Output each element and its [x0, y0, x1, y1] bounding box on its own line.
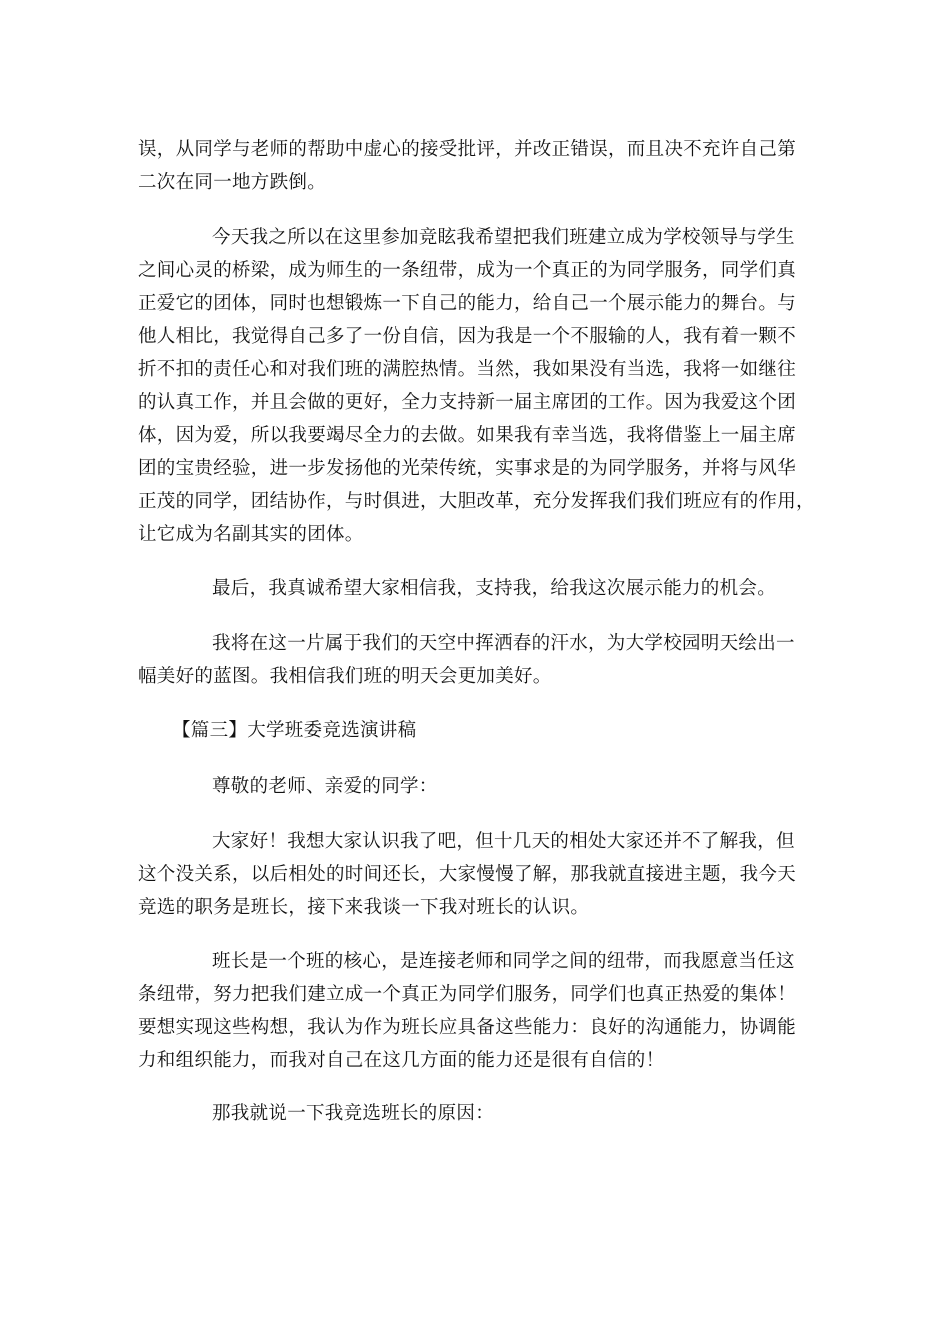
text-line: 体，因为爱，所以我要竭尽全力的去做。如果我有幸当选，我将借鉴上一届主席: [138, 425, 797, 446]
text-line: 他人相比，我觉得自己多了一份自信，因为我是一个不服输的人，我有着一颗不: [138, 326, 797, 347]
text-line: 正爱它的团体，同时也想锻炼一下自己的能力，给自己一个展示能力的舞台。与: [138, 293, 797, 314]
text-line: 尊敬的老师、亲爱的同学：: [212, 776, 438, 797]
paragraph-closing-vision: [138, 627, 820, 693]
paragraph-salutation: [138, 770, 820, 803]
text-line: 今天我之所以在这里参加竞眩我希望把我们班建立成为学校领导与学生: [212, 227, 795, 248]
text-line: 竞选的职务是班长，接下来我谈一下我对班长的认识。: [138, 897, 590, 918]
text-line: 之间心灵的桥梁，成为师生的一条纽带，成为一个真正的为同学服务，同学们真: [138, 260, 797, 281]
text-line: 正茂的同学，团结协作，与时俱进，大胆改革，充分发挥我们我们班应有的作用，: [138, 491, 815, 512]
text-line: 这个没关系，以后相处的时间还长，大家慢慢了解，那我就直接进主题，我今天: [138, 864, 797, 885]
text-line: 最后，我真诚希望大家相信我，支持我，给我这次展示能力的机会。: [212, 578, 777, 599]
paragraph-continuation: [138, 133, 820, 199]
text-line: 折不扣的责任心和对我们班的满腔热情。当然，我如果没有当选，我将一如继往: [138, 359, 797, 380]
text-line: 幅美好的蓝图。我相信我们班的明天会更加美好。: [138, 666, 552, 687]
text-line: 班长是一个班的核心，是连接老师和同学之间的纽带，而我愿意当任这: [212, 951, 795, 972]
text-line: 让它成为名副其实的团体。: [138, 524, 364, 545]
text-line: 大家好！我想大家认识我了吧，但十几天的相处大家还并不了解我，但: [212, 831, 795, 852]
text-line: 我将在这一片属于我们的天空中挥洒春的汗水，为大学校园明天绘出一: [212, 633, 795, 654]
section-title: 【篇三】大学班委竞选演讲稿: [172, 720, 417, 741]
text-line: 力和组织能力，而我对自己在这几方面的能力还是很有自信的！: [138, 1050, 665, 1071]
paragraph-greeting: [138, 825, 820, 924]
text-line: 误，从同学与老师的帮助中虚心的接受批评，并改正错误，而且决不充许自己第: [138, 139, 797, 160]
paragraph-monitor-role: [138, 945, 820, 1077]
paragraph-campaign-goal: [138, 221, 820, 551]
text-line: 团的宝贵经验，进一步发扬他的光荣传统，实事求是的为同学服务，并将与风华: [138, 458, 797, 479]
text-line: 二次在同一地方跌倒。: [138, 172, 327, 193]
text-line: 要想实现这些构想，我认为作为班长应具备这些能力：良好的沟通能力，协调能: [138, 1017, 797, 1038]
paragraph-reasons-intro: [138, 1097, 820, 1130]
text-line: 那我就说一下我竞选班长的原因：: [212, 1103, 495, 1124]
section-heading: [138, 714, 820, 747]
text-line: 的认真工作，并且会做的更好，全力支持新一届主席团的工作。因为我爱这个团: [138, 392, 797, 413]
text-line: 条纽带，努力把我们建立成一个真正为同学们服务，同学们也真正热爱的集体！: [138, 984, 797, 1005]
paragraph-closing-request: [138, 572, 820, 605]
